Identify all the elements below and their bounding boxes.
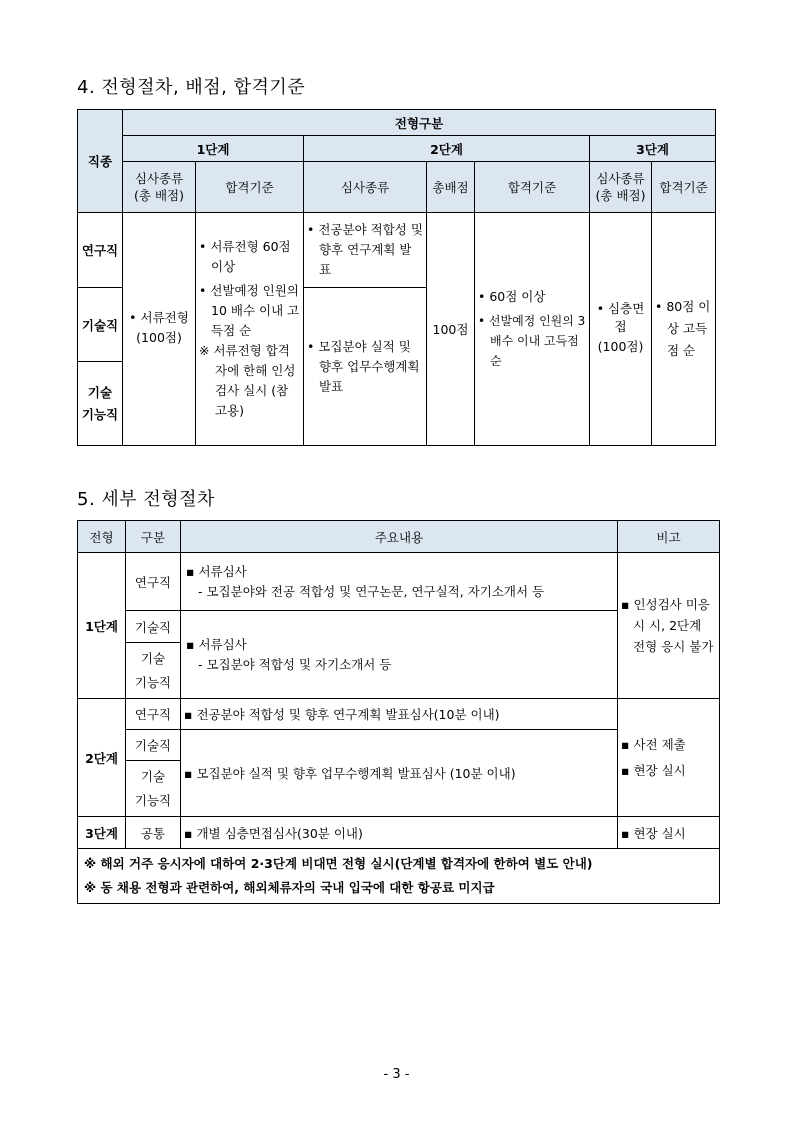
s1-remark-text: ▪ 인성검사 미응시 시, 2단계 전형 응시 불가 xyxy=(621,597,714,654)
detailed-procedure-table xyxy=(77,520,720,904)
header-jobtype: 직종 xyxy=(78,110,123,213)
stage2-review-type-other xyxy=(304,288,427,446)
s1-category-technical: 기술직 xyxy=(126,611,181,643)
header-selection-group: 전형구분 xyxy=(123,110,716,136)
s2-remark xyxy=(618,699,720,817)
header-review-type-3-line1: 심사종류 xyxy=(596,171,645,186)
job-technical: 기술직 xyxy=(78,288,123,362)
header-pass-criteria-2: 합격기준 xyxy=(475,162,590,213)
s1-category-skilled xyxy=(126,643,181,699)
stage2-total-score: 100점 xyxy=(427,213,475,446)
s1-skilled-line1: 기술 xyxy=(140,650,166,666)
stage2-criteria-item2: • 선발예정 인원의 3배수 이내 고득점 순 xyxy=(478,314,586,368)
page-number: - 3 - xyxy=(383,1067,410,1082)
stage3-review-type-line2: (100점) xyxy=(597,339,644,354)
stage1-criteria-note: ※ 서류전형 합격자에 한해 인성검사 실시 (참고용) xyxy=(199,343,296,418)
header-stage2: 2단계 xyxy=(304,136,590,162)
s2-remark-2: ▪ 현장 실시 xyxy=(621,762,686,778)
stage1-review-type xyxy=(123,213,196,446)
row-stage2: 2단계 xyxy=(78,699,126,817)
s1-skilled-line2: 기능직 xyxy=(134,674,172,690)
header-stage3: 3단계 xyxy=(590,136,716,162)
s2-category-research: 연구직 xyxy=(126,699,181,730)
s3-category-common: 공통 xyxy=(126,817,181,849)
stage2-criteria-item1: • 60점 이상 xyxy=(478,289,546,304)
header-pass-criteria-3: 합격기준 xyxy=(652,162,716,213)
stage1-pass-criteria xyxy=(196,213,304,446)
header-review-type-3 xyxy=(590,162,652,213)
s2-skilled-line2: 기능직 xyxy=(134,792,172,808)
header-stage: 전형 xyxy=(78,521,126,553)
header-review-type-3-line2: (총 배점) xyxy=(595,188,646,203)
stage1-review-type-line1: • 서류전형 xyxy=(129,310,189,325)
job-skilled-line1: 기술 xyxy=(87,384,113,400)
row-stage1: 1단계 xyxy=(78,553,126,699)
section5-title: 5. 세부 전형절차 xyxy=(77,489,215,510)
stage2-review-type-other-text: • 모집분야 실적 및 향후 업무수행계획 발표 xyxy=(307,338,420,394)
header-review-type-1-line1: 심사종류 xyxy=(134,171,184,186)
s2-skilled-line1: 기술 xyxy=(140,768,166,784)
s1-other-sub: - 모집분야 적합성 및 자기소개서 등 xyxy=(198,656,392,672)
header-total-score: 총배점 xyxy=(427,162,475,213)
section4-title: 4. 전형절차, 배점, 합격기준 xyxy=(77,77,306,98)
s2-category-skilled xyxy=(126,761,181,817)
s2-research-content: ▪ 전공분야 적합성 및 향후 연구계획 발표심사(10분 이내) xyxy=(181,699,618,730)
row-stage3: 3단계 xyxy=(78,817,126,849)
stage3-review-type-line1: • 심층면접 xyxy=(596,301,645,334)
stage3-criteria-text: • 80점 이상 고득점 순 xyxy=(655,299,711,358)
footnote-2: ※ 동 채용 전형과 관련하여, 해외체류자의 국내 입국에 대한 항공료 미지급 xyxy=(84,880,495,895)
job-skilled-line2: 기능직 xyxy=(81,406,119,422)
header-review-type-1-line2: (총 배점) xyxy=(134,188,184,203)
job-research: 연구직 xyxy=(78,213,123,288)
header-review-type-1 xyxy=(123,162,196,213)
s3-common-content: ▪ 개별 심층면접심사(30분 이내) xyxy=(181,817,618,849)
header-stage1: 1단계 xyxy=(123,136,304,162)
footnote-1: ※ 해외 거주 응시자에 대하여 2·3단계 비대면 전형 실시(단계별 합격자에 한하여 별도 안내) xyxy=(84,856,593,871)
s1-category-research: 연구직 xyxy=(126,553,181,611)
header-content: 주요내용 xyxy=(181,521,618,553)
s1-remark xyxy=(618,553,720,699)
stage2-pass-criteria xyxy=(475,213,590,446)
header-review-type-2: 심사종류 xyxy=(304,162,427,213)
s2-category-technical: 기술직 xyxy=(126,730,181,761)
stage2-review-type-research-text: • 전공분야 적합성 및 향후 연구계획 발표 xyxy=(307,222,423,277)
header-remark: 비고 xyxy=(618,521,720,553)
s2-other-content: ▪ 모집분야 실적 및 향후 업무수행계획 발표심사 (10분 이내) xyxy=(181,730,618,817)
s2-remark-1: ▪ 사전 제출 xyxy=(621,736,686,752)
stage1-criteria-item2: • 선발예정 인원의 10 배수 이내 고득점 순 xyxy=(199,283,300,338)
s1-research-sub: - 모집분야와 전공 적합성 및 연구논문, 연구실적, 자기소개서 등 xyxy=(198,583,545,599)
s1-other-main: ▪ 서류심사 xyxy=(186,636,247,652)
s3-remark: ▪ 현장 실시 xyxy=(618,817,720,849)
stage3-review-type xyxy=(590,213,652,446)
stage2-review-type-research xyxy=(304,213,427,288)
stage1-review-type-line2: (100점) xyxy=(136,330,182,345)
header-pass-criteria-1: 합격기준 xyxy=(196,162,304,213)
header-category: 구분 xyxy=(126,521,181,553)
job-skilled xyxy=(78,362,123,446)
stage3-pass-criteria xyxy=(652,213,716,446)
stage1-criteria-item1: • 서류전형 60점 이상 xyxy=(199,239,291,274)
s1-research-main: ▪ 서류심사 xyxy=(186,563,247,579)
selection-criteria-table xyxy=(77,109,716,446)
s1-other-content xyxy=(181,611,618,699)
footnotes xyxy=(78,849,720,904)
s1-research-content xyxy=(181,553,618,611)
